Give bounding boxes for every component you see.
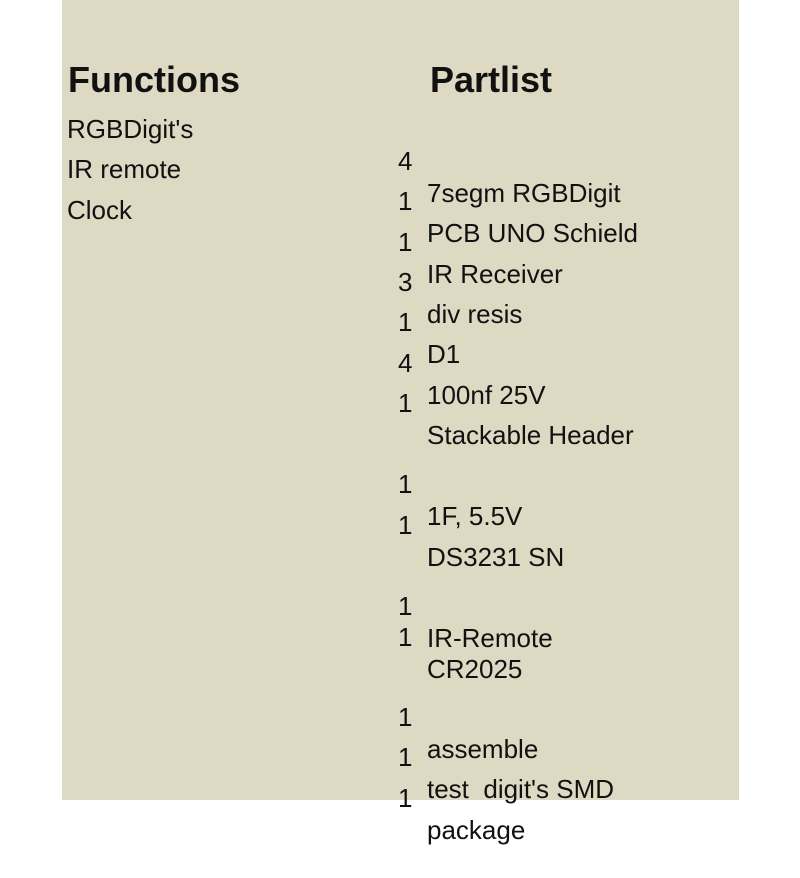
part-name: assemble: [427, 734, 539, 764]
part-name: Stackable Header: [427, 420, 634, 450]
part-name: PCB UNO Schield: [427, 218, 638, 248]
part-qty: 1: [398, 469, 413, 499]
function-item: IR remote: [67, 154, 182, 184]
part-name: DS3231 SN: [427, 542, 565, 572]
part-row: [0, 750, 800, 878]
part-qty: 1: [398, 622, 413, 652]
part-name: 7segm RGBDigit: [427, 178, 621, 208]
part-name: test digit's SMD: [427, 774, 615, 804]
part-qty: 1: [398, 591, 413, 621]
part-qty: 1: [398, 186, 413, 216]
part-qty: 4: [398, 146, 413, 176]
part-name: CR2025: [427, 654, 523, 684]
function-item: Clock: [67, 195, 133, 225]
function-item: RGBDigit's: [67, 114, 194, 144]
part-qty: 1: [398, 510, 413, 540]
part-name: div resis: [427, 299, 523, 329]
part-qty: 1: [398, 388, 413, 418]
part-name: IR-Remote: [427, 623, 553, 653]
part-qty: 1: [398, 702, 413, 732]
part-qty: 1: [398, 742, 413, 772]
part-name: 100nf 25V: [427, 380, 546, 410]
part-qty: 1: [398, 307, 413, 337]
part-qty: 1: [398, 227, 413, 257]
part-qty: 3: [398, 267, 413, 297]
part-name: 1F, 5.5V: [427, 501, 523, 531]
part-name: IR Receiver: [427, 259, 563, 289]
partlist-heading: Partlist: [430, 59, 553, 100]
part-name: D1: [427, 339, 461, 369]
part-qty: 1: [398, 783, 413, 813]
part-qty: 4: [398, 348, 413, 378]
part-name: package: [427, 815, 526, 845]
functions-heading: Functions: [68, 59, 240, 100]
